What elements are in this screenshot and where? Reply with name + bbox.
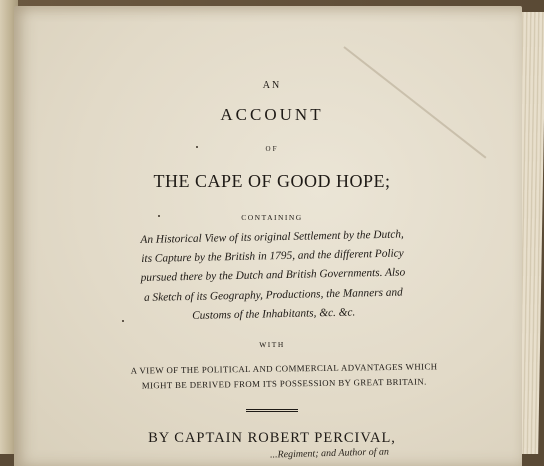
- containing-label: CONTAINING: [241, 213, 303, 222]
- description-line: Customs of the Inhabitants, &c. &c.: [192, 306, 356, 322]
- view-line: MIGHT BE DERIVED FROM ITS POSSESSION BY GREAT BRITAIN.: [141, 376, 427, 391]
- description-line: An Historical View of its original Settlement by the Dutch,: [140, 228, 404, 246]
- description-line: a Sketch of its Geography, Productions, the Manners and: [143, 286, 403, 304]
- title-an: AN: [262, 80, 282, 91]
- view-block: [104, 359, 464, 394]
- title-place: THE CAPE OF GOOD HOPE;: [153, 171, 391, 191]
- divider-rule: [246, 409, 298, 412]
- view-line: A VIEW OF THE POLITICAL AND COMMERCIAL ADVANTAGES WHICH: [130, 361, 438, 376]
- title-account: ACCOUNT: [220, 105, 324, 124]
- description-block: [92, 224, 454, 328]
- partial-line: ...Regiment; and Author of an: [269, 446, 390, 461]
- page-crease: [343, 46, 486, 158]
- description-line: pursued there by the Dutch and British Governments. Also: [140, 266, 406, 285]
- with-label: WITH: [259, 339, 285, 350]
- description-line: its Capture by the British in 1795, and the different Policy: [141, 247, 404, 266]
- title-of: OF: [265, 145, 279, 153]
- author-line: BY CAPTAIN ROBERT PERCIVAL,: [148, 430, 396, 446]
